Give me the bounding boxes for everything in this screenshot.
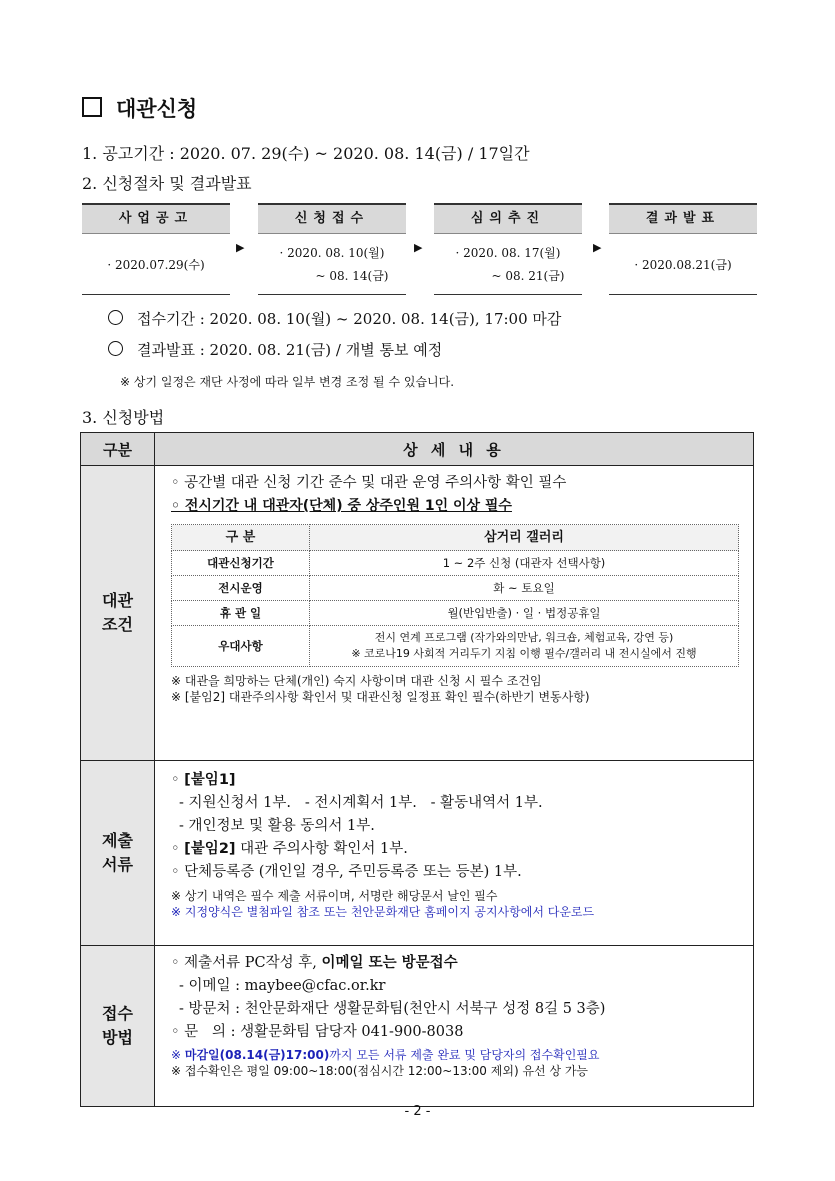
inner-value-line: 전시 연계 프로그램 (작가와의만남, 워크숍, 체험교육, 강연 등) — [374, 631, 674, 644]
step-application — [258, 203, 406, 295]
inner-row — [172, 601, 739, 626]
schedule-note: ※ 상기 일정은 재단 사정에 따라 일부 변경 조정 될 수 있습니다. — [120, 375, 455, 389]
visit-address-line: - 방문처 : 천안문화재단 생활문화팀(천안시 서북구 성정 8길 5 3층) — [179, 1001, 606, 1017]
notice-period: 1. 공고기간 : 2020. 07. 29(수) ~ 2020. 08. 14(금) / 17일간 — [82, 144, 530, 163]
inner-col-header: 삼거리 갤러리 — [310, 525, 739, 551]
step-date-end: ~ 08. 21(금) — [491, 269, 565, 283]
bullet-prefix: ◦ — [171, 772, 185, 788]
row-label-documents — [81, 761, 155, 946]
confirmation-note: ※ 접수확인은 평일 09:00~18:00(점심시간 12:00~13:00 제외) 유선 상 가능 — [171, 1064, 589, 1078]
inner-value-line: ※ 코로나19 사회적 거리두기 지침 이행 필수/갤러리 내 전시실에서 진행 — [351, 647, 697, 660]
document-line: - 개인정보 및 활용 동의서 1부. — [179, 818, 375, 834]
email-line: - 이메일 : maybee@cfac.or.kr — [179, 978, 386, 994]
bullet-application-period — [108, 308, 561, 329]
inner-value: 월(반입반출) · 일 · 법정공휴일 — [310, 601, 739, 626]
step-date: · 2020. 08. 10(월) — [279, 246, 385, 260]
bullet-text: 접수기간 : 2020. 08. 10(월) ~ 2020. 08. 14(금), 17:00 마감 — [137, 310, 562, 328]
document-note-download: ※ 지정양식은 별첨파일 참조 또는 천안문화재단 홈페이지 공지사항에서 다운로드 — [171, 905, 595, 919]
bullet-prefix: ◦ — [171, 841, 185, 857]
inner-value: 화 ~ 토요일 — [310, 576, 739, 601]
label-line: 조건 — [102, 615, 133, 634]
submission-content — [155, 946, 754, 1107]
arrow-right-icon: ▶ — [236, 241, 245, 254]
submission-text: ◦ 제출서류 PC작성 후, — [171, 955, 322, 971]
deadline: 마감일(08.14(금)17:00) — [184, 1048, 330, 1062]
document-line: - 지원신청서 1부. - 전시계획서 1부. - 활동내역서 1부. — [179, 795, 543, 811]
submission-line — [171, 952, 739, 975]
inner-key: 휴 관 일 — [172, 601, 310, 626]
section-procedure-heading: 2. 신청절차 및 결과발표 — [82, 174, 252, 193]
step-result — [609, 203, 757, 295]
step-header: 결과발표 — [609, 203, 757, 234]
inner-col-header: 구 분 — [172, 525, 310, 551]
condition-note: ※ [붙임2] 대관주의사항 확인서 및 대관신청 일정표 확인 필수(하반기 변동사항) — [171, 690, 590, 704]
step-review — [434, 203, 582, 295]
inner-row — [172, 626, 739, 667]
step-body — [258, 234, 406, 295]
conditions-content — [155, 466, 754, 761]
table-row — [81, 946, 754, 1107]
inner-row — [172, 576, 739, 601]
step-date-end: ~ 08. 14(금) — [315, 269, 389, 283]
step-date: · 2020.07.29(수) — [107, 257, 205, 272]
attachment2-line — [171, 838, 739, 861]
title-text: 대관신청 — [116, 97, 198, 121]
table-row — [81, 761, 754, 946]
note-prefix: ※ — [171, 1048, 185, 1062]
procedure-steps — [82, 203, 757, 296]
inner-value: 1 ~ 2주 신청 (대관자 선택사항) — [310, 551, 739, 576]
document-note: ※ 상기 내역은 필수 제출 서류이며, 서명란 해당문서 날인 필수 — [171, 889, 498, 903]
inner-key: 우대사항 — [172, 626, 310, 667]
row-label-submission — [81, 946, 155, 1107]
label-line: 방법 — [102, 1028, 133, 1047]
step-header: 신청접수 — [258, 203, 406, 234]
method-table — [80, 432, 754, 1107]
col-header-category: 구분 — [81, 433, 155, 466]
attachment-tag: [붙임2] — [184, 841, 236, 857]
condition-line-emphasis: ◦ 전시기간 내 대관자(단체) 중 상주인원 1인 이상 필수 — [171, 498, 512, 514]
page-title — [82, 93, 197, 123]
inner-row — [172, 551, 739, 576]
inner-header-row — [172, 525, 739, 551]
condition-line: ◦ 공간별 대관 신청 기간 준수 및 대관 운영 주의사항 확인 필수 — [171, 475, 567, 491]
documents-content — [155, 761, 754, 946]
label-line: 접수 — [102, 1004, 133, 1023]
label-line: 서류 — [102, 855, 133, 874]
bullet-result — [108, 339, 442, 360]
col-header-details: 상 세 내 용 — [155, 433, 754, 466]
inner-value — [310, 626, 739, 667]
step-header: 심의추진 — [434, 203, 582, 234]
attachment1-line — [171, 769, 739, 792]
label-line: 제출 — [102, 831, 133, 850]
row-label-conditions — [81, 466, 155, 761]
step-announcement — [82, 203, 230, 295]
condition-note: ※ 대관을 희망하는 단체(개인) 숙지 사항이며 대관 신청 시 필수 조건임 — [171, 674, 542, 688]
step-body — [609, 234, 757, 295]
table-row — [81, 466, 754, 761]
circle-bullet-icon — [108, 310, 123, 325]
step-header: 사업공고 — [82, 203, 230, 234]
arrow-right-icon: ▶ — [593, 241, 602, 254]
section-method-heading: 3. 신청방법 — [82, 408, 165, 427]
checkbox-square-icon — [82, 97, 102, 117]
arrow-right-icon: ▶ — [414, 241, 423, 254]
step-body — [82, 234, 230, 295]
step-date: · 2020. 08. 17(월) — [455, 246, 561, 260]
contact-line: ◦ 문 의 : 생활문화팀 담당자 041-900-8038 — [171, 1024, 464, 1040]
circle-bullet-icon — [108, 341, 123, 356]
label-line: 대관 — [102, 591, 133, 610]
attachment-text: 대관 주의사항 확인서 1부. — [235, 841, 408, 857]
inner-key: 대관신청기간 — [172, 551, 310, 576]
submission-method: 이메일 또는 방문접수 — [321, 955, 458, 971]
page-number: - 2 - — [404, 1104, 431, 1119]
table-header-row — [81, 433, 754, 466]
bullet-text: 결과발표 : 2020. 08. 21(금) / 개별 통보 예정 — [137, 341, 443, 359]
note-text: 까지 모든 서류 제출 완료 및 담당자의 접수확인필요 — [329, 1048, 600, 1062]
step-date: · 2020.08.21(금) — [634, 257, 732, 272]
deadline-note — [171, 1047, 739, 1063]
step-body — [434, 234, 582, 295]
gallery-table — [171, 524, 739, 667]
document-line: ◦ 단체등록증 (개인일 경우, 주민등록증 또는 등본) 1부. — [171, 864, 522, 880]
attachment-tag: [붙임1] — [184, 772, 236, 788]
inner-key: 전시운영 — [172, 576, 310, 601]
